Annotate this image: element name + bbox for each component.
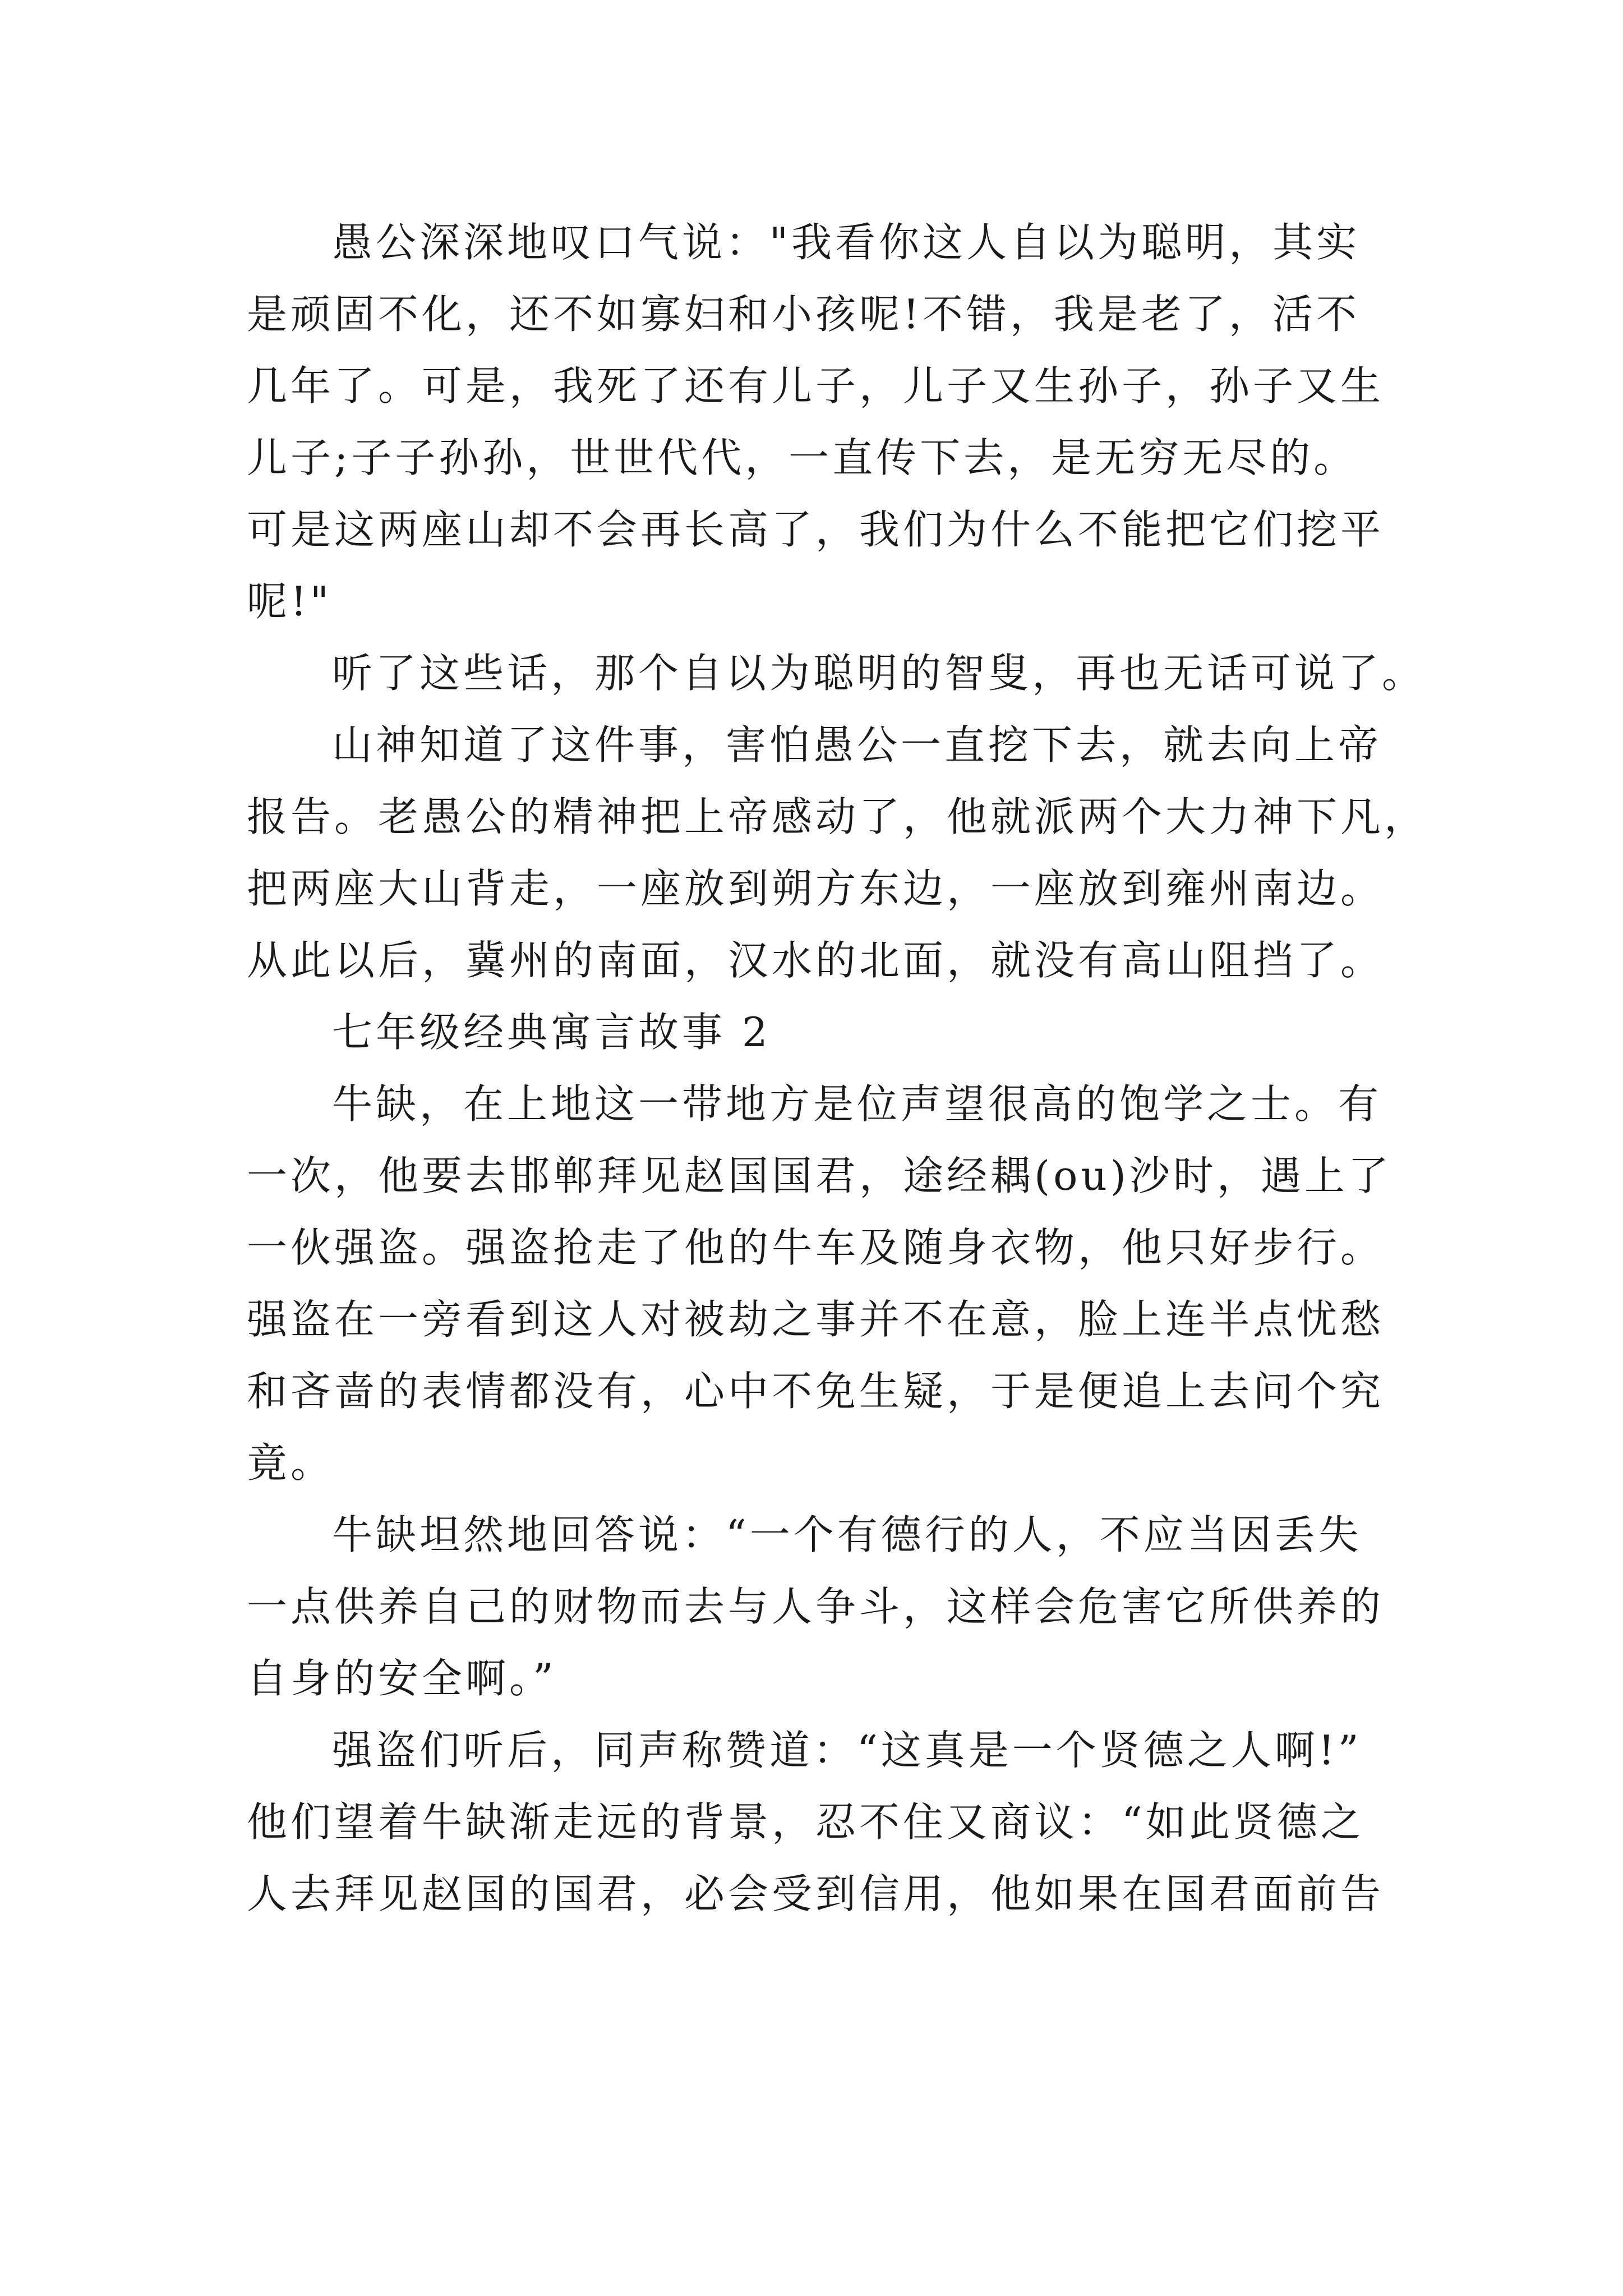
text-line: 从此以后，冀州的南面，汉水的北面，就没有高山阻挡了。 <box>247 937 1385 984</box>
section-heading: 七年级经典寓言故事 2 <box>332 1009 771 1056</box>
text-line: 强盗在一旁看到这人对被劫之事并不在意，脸上连半点忧愁 <box>247 1296 1385 1343</box>
text-line: 听了这些话，那个自以为聪明的智叟，再也无话可说了。 <box>332 650 1426 697</box>
text-line: 一点供养自己的财物而去与人争斗，这样会危害它所供养的 <box>247 1583 1385 1630</box>
section-heading-story-2 <box>247 996 1391 1068</box>
paragraph-niu-que-answer <box>247 1499 1391 1714</box>
paragraph-yugong-reply <box>247 206 1391 637</box>
text-line: 强盗们听后，同声称赞道：“这真是一个贤德之人啊!” <box>332 1727 1362 1774</box>
text-line: 牛缺坦然地回答说：“一个有德行的人，不应当因丢失 <box>332 1511 1362 1558</box>
paragraph-robbers-discuss <box>247 1714 1391 1930</box>
text-line: 山神知道了这件事，害怕愚公一直挖下去，就去向上帝 <box>332 721 1382 769</box>
text-line: 可是这两座山却不会再长高了，我们为什么不能把它们挖平 <box>247 506 1385 553</box>
paragraph-zhisou-silent <box>247 637 1426 709</box>
text-line: 儿子;子子孙孙，世世代代，一直传下去，是无穷无尽的。 <box>247 434 1358 481</box>
text-line: 他们望着牛缺渐走远的背景，忍不住又商议：“如此贤德之 <box>247 1798 1364 1846</box>
paragraph-niu-que-robbed <box>247 1068 1391 1499</box>
text-line: 呢!" <box>247 578 333 625</box>
text-line: 和吝啬的表情都没有，心中不免生疑，于是便追上去问个究 <box>247 1368 1385 1415</box>
text-line: 自身的安全啊。” <box>247 1655 557 1702</box>
text-line: 牛缺，在上地这一带地方是位声望很高的饱学之士。有 <box>332 1080 1382 1128</box>
document-body <box>247 206 1428 1930</box>
text-line: 人去拜见赵国的国君，必会受到信用，他如果在国君面前告 <box>247 1870 1385 1917</box>
text-line: 报告。老愚公的精神把上帝感动了，他就派两个大力神下凡， <box>247 793 1428 840</box>
text-line: 一伙强盗。强盗抢走了他的牛车及随身衣物，他只好步行。 <box>247 1224 1385 1271</box>
paragraph-mountain-god <box>247 709 1428 996</box>
text-line: 竟。 <box>247 1439 335 1487</box>
text-line: 把两座大山背走，一座放到朔方东边，一座放到雍州南边。 <box>247 865 1385 912</box>
text-line: 愚公深深地叹口气说："我看你这人自以为聪明，其实 <box>332 219 1361 266</box>
text-line: 是顽固不化，还不如寡妇和小孩呢!不错，我是老了，活不 <box>247 291 1360 338</box>
text-line: 几年了。可是，我死了还有儿子，儿子又生孙子，孙子又生 <box>247 362 1385 409</box>
text-line: 一次，他要去邯郸拜见赵国国君，途经耦(ou)沙时，遇上了 <box>247 1152 1392 1199</box>
